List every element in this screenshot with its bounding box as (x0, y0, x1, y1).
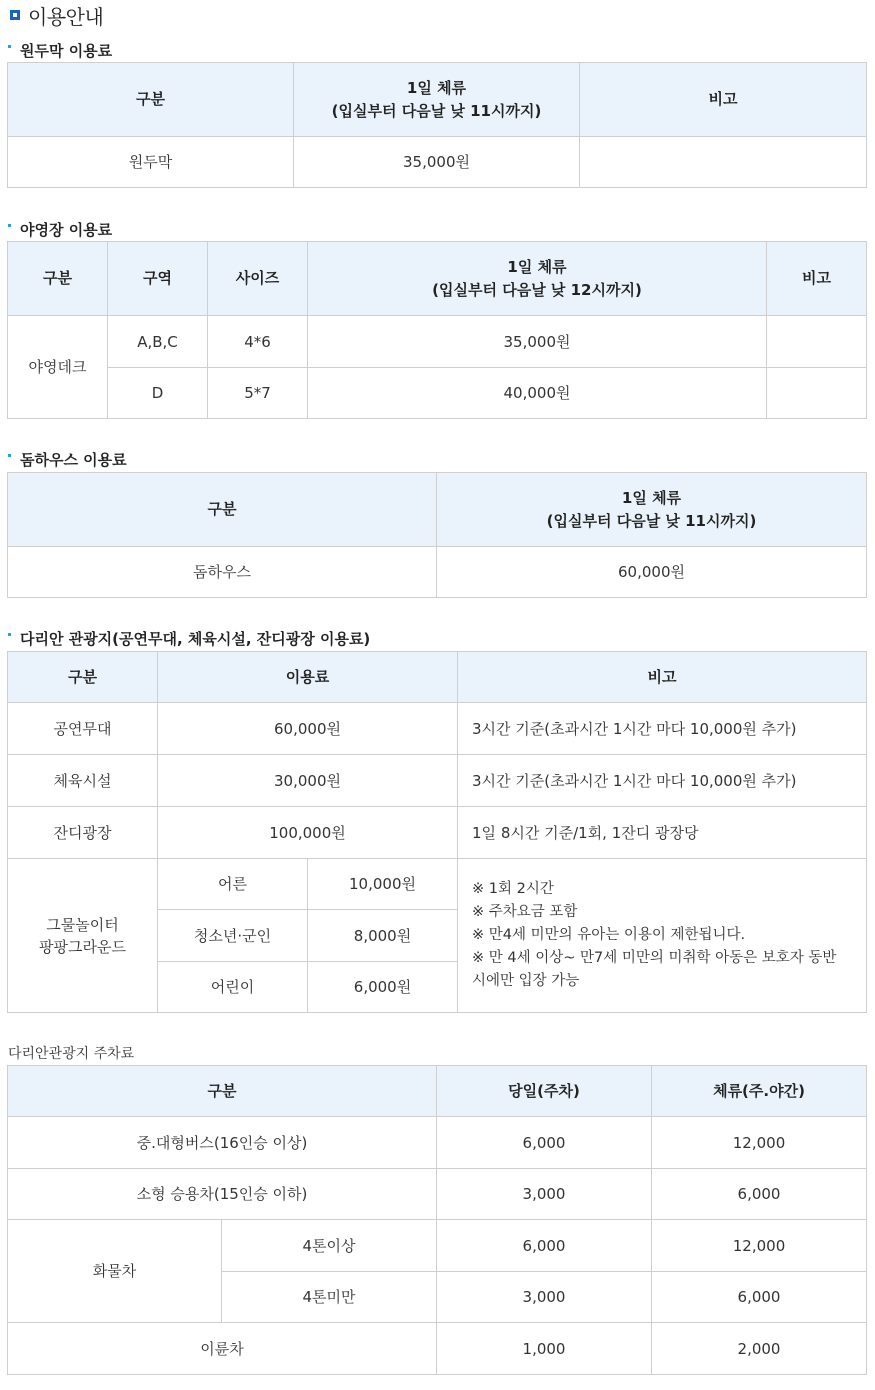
cell-zone: A,B,C (108, 316, 208, 368)
cell-tier-type: 청소년·군인 (158, 910, 308, 962)
table-row (8, 368, 867, 419)
header-cell: 구분 (8, 1066, 437, 1117)
cell-vehicle: 중.대형버스(16인승 이상) (8, 1117, 437, 1169)
header-cell: 체류(주.야간) (652, 1066, 867, 1117)
cell-price: 100,000원 (158, 807, 458, 859)
cell-tier-price: 6,000원 (308, 962, 458, 1013)
cell-truck-sub: 4톤이상 (222, 1220, 437, 1272)
table-header-row (8, 1066, 867, 1117)
tourist-heading (8, 629, 370, 647)
table-row (8, 1323, 867, 1375)
cell-price: 40,000원 (308, 368, 767, 419)
cell-playground-name (8, 859, 158, 1013)
header-cell: 구분 (8, 473, 437, 547)
cell-category: 야영데크 (8, 316, 108, 419)
cell-price: 30,000원 (158, 755, 458, 807)
table-header-row (8, 242, 867, 316)
square-bullet-icon (10, 10, 20, 20)
cell-note: 1일 8시간 기준/1회, 1잔디 광장당 (458, 807, 867, 859)
header-cell: 구분 (8, 242, 108, 316)
header-cell: 비고 (580, 63, 867, 137)
cell-tier-price: 8,000원 (308, 910, 458, 962)
cell-day-fee: 3,000 (437, 1272, 652, 1323)
header-line: (입실부터 다음날 낮 12시까지) (432, 280, 642, 299)
cell-size: 4*6 (208, 316, 308, 368)
header-cell: 비고 (767, 242, 867, 316)
cell-truck-sub: 4톤미만 (222, 1272, 437, 1323)
table-header-row (8, 652, 867, 703)
cell-size: 5*7 (208, 368, 308, 419)
campsite-fee-table (7, 241, 867, 419)
cell-name: 잔디광장 (8, 807, 158, 859)
cell-day-fee: 1,000 (437, 1323, 652, 1375)
header-line: 1일 체류 (507, 257, 567, 276)
cell-day-fee: 6,000 (437, 1117, 652, 1169)
tourist-fee-table (7, 651, 867, 1013)
note-line: ※ 만4세 미만의 유아는 이용이 제한됩니다. (472, 927, 746, 943)
header-cell: 사이즈 (208, 242, 308, 316)
cell-name: 돔하우스 (8, 547, 437, 598)
cell-day-fee: 6,000 (437, 1220, 652, 1272)
note-line: ※ 1회 2시간 (472, 881, 554, 897)
table-row (8, 859, 867, 910)
cell-playground-notes (458, 859, 867, 1013)
header-cell: 이용료 (158, 652, 458, 703)
cell-zone: D (108, 368, 208, 419)
table-header-row (8, 473, 867, 547)
table-row (8, 1169, 867, 1220)
bullet-dot-icon (8, 224, 11, 227)
table-row (8, 1220, 867, 1272)
cell-stay-fee: 6,000 (652, 1272, 867, 1323)
header-cell (294, 63, 580, 137)
cell-vehicle: 이륜차 (8, 1323, 437, 1375)
cell-note: 3시간 기준(초과시간 1시간 마다 10,000원 추가) (458, 703, 867, 755)
header-line: (입실부터 다음날 낮 11시까지) (331, 101, 542, 120)
header-cell: 당일(주차) (437, 1066, 652, 1117)
cell-price: 60,000원 (437, 547, 867, 598)
cell-tier-price: 10,000원 (308, 859, 458, 910)
note-line: ※ 주차요금 포함 (472, 904, 578, 920)
bullet-dot-icon (8, 454, 11, 457)
cell-stay-fee: 6,000 (652, 1169, 867, 1220)
header-cell: 비고 (458, 652, 867, 703)
cell-stay-fee: 12,000 (652, 1117, 867, 1169)
table-row (8, 547, 867, 598)
header-cell: 구역 (108, 242, 208, 316)
tourist-heading-text: 다리안 관광지(공연무대, 체육시설, 잔디광장 이용료) (20, 629, 371, 648)
table-row (8, 316, 867, 368)
cell-price: 35,000원 (308, 316, 767, 368)
tent-fee-table (7, 62, 867, 188)
cell-note (767, 368, 867, 419)
cell-name: 원두막 (8, 137, 294, 188)
cell-price: 35,000원 (294, 137, 580, 188)
table-row (8, 807, 867, 859)
header-line: 1일 체류 (621, 488, 682, 507)
cell-truck: 화물차 (8, 1220, 222, 1323)
dome-fee-table (7, 472, 867, 598)
campsite-heading (8, 220, 112, 238)
cell-stay-fee: 2,000 (652, 1323, 867, 1375)
cell-day-fee: 3,000 (437, 1169, 652, 1220)
cell-note: 3시간 기준(초과시간 1시간 마다 10,000원 추가) (458, 755, 867, 807)
table-row (8, 1117, 867, 1169)
playground-name-line: 팡팡그라운드 (39, 937, 126, 956)
cell-tier-type: 어른 (158, 859, 308, 910)
table-header-row (8, 63, 867, 137)
tent-heading-text: 원두막 이용료 (20, 41, 113, 60)
header-cell: 구분 (8, 652, 158, 703)
bullet-dot-icon (8, 633, 11, 636)
dome-heading-text: 돔하우스 이용료 (20, 450, 127, 469)
header-cell (308, 242, 767, 316)
dome-heading (8, 450, 127, 468)
cell-vehicle: 소형 승용차(15인승 이하) (8, 1169, 437, 1220)
header-line: (입실부터 다음날 낮 11시까지) (546, 511, 757, 530)
parking-fee-table (7, 1065, 867, 1375)
page-title-text: 이용안내 (28, 4, 104, 29)
table-row (8, 703, 867, 755)
campsite-heading-text: 야영장 이용료 (20, 220, 113, 239)
cell-name: 공연무대 (8, 703, 158, 755)
parking-heading: 다리안관광지 주차료 (8, 1046, 135, 1062)
bullet-dot-icon (8, 45, 11, 48)
note-line: ※ 만 4세 이상~ 만7세 미만의 미취학 아동은 보호자 동반 (472, 950, 837, 966)
page-title (10, 3, 103, 27)
note-line: 시에만 입장 가능 (472, 973, 580, 989)
tent-heading (8, 41, 112, 59)
cell-tier-type: 어린이 (158, 962, 308, 1013)
header-cell (437, 473, 867, 547)
table-row (8, 137, 867, 188)
cell-name: 체육시설 (8, 755, 158, 807)
header-line: 1일 체류 (406, 78, 467, 97)
header-cell: 구분 (8, 63, 294, 137)
cell-note (580, 137, 867, 188)
cell-note (767, 316, 867, 368)
cell-price: 60,000원 (158, 703, 458, 755)
cell-stay-fee: 12,000 (652, 1220, 867, 1272)
table-row (8, 755, 867, 807)
playground-name-line: 그물놀이터 (46, 915, 119, 934)
